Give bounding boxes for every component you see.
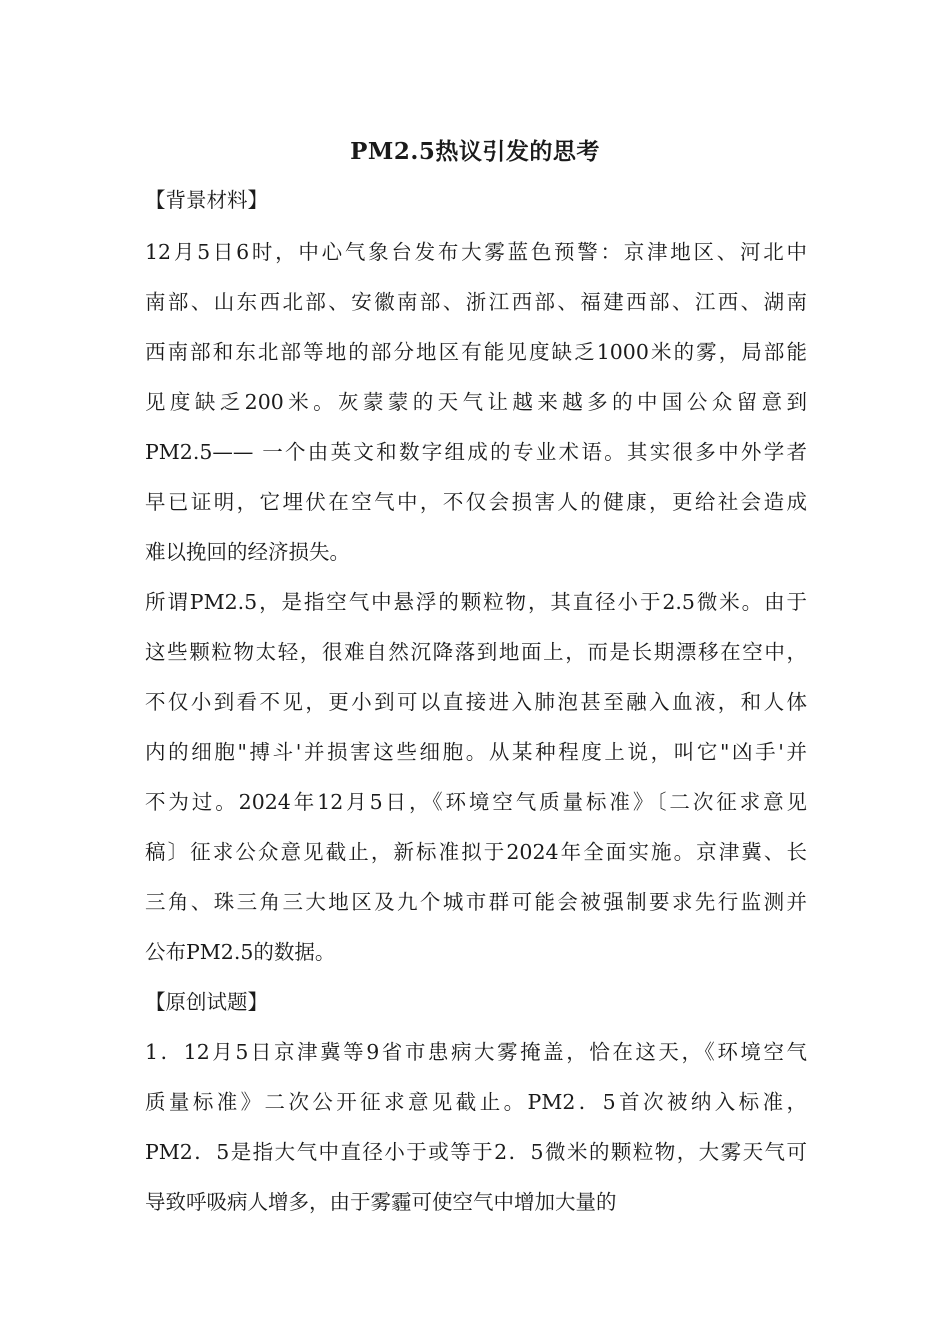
question-line: 导致呼吸病人增多，由于雾霾可使空气中增加大量的 [145,1190,617,1214]
section-heading-questions: 【原创试题】 [145,990,268,1014]
question-line: PM2．5是指大气中直径小于或等于2．5微米的颗粒物，大雾天气可 [145,1140,807,1164]
paragraph-line: 12月5日6时，中心气象台发布大雾蓝色预警：京津地区、河北中 [145,240,807,264]
paragraph-line: 所谓PM2.5，是指空气中悬浮的颗粒物，其直径小于2.5微米。由于 [145,590,807,614]
paragraph-line: 三角、珠三角三大地区及九个城市群可能会被强制要求先行监测并 [145,890,807,914]
paragraph-line: 不仅小到看不见，更小到可以直接进入肺泡甚至融入血液，和人体 [145,690,807,714]
paragraph-line: 难以挽回的经济损失。 [145,540,350,564]
paragraph-line: 内的细胞"搏斗'并损害这些细胞。从某种程度上说，叫它"凶手'并 [145,740,807,764]
section-heading-background: 【背景材料】 [145,188,268,212]
paragraph-line: 见度缺乏200米。灰蒙蒙的天气让越来越多的中国公众留意到 [145,390,807,414]
paragraph-line: 稿〕征求公众意见截止，新标准拟于2024年全面实施。京津冀、长 [145,840,807,864]
document-title: PM2.5热议引发的思考 [350,138,600,165]
paragraph-line: 这些颗粒物太轻，很难自然沉降落到地面上，而是长期漂移在空中， [145,640,807,664]
paragraph-line: 早已证明，它埋伏在空气中，不仅会损害人的健康，更给社会造成 [145,490,807,514]
question-line: 质量标准》二次公开征求意见截止。PM2．5首次被纳入标准， [145,1090,807,1114]
paragraph-line: PM2.5—— 一个由英文和数字组成的专业术语。其实很多中外学者 [145,440,807,464]
paragraph-line: 公布PM2.5的数据。 [145,940,336,964]
paragraph-line: 南部、山东西北部、安徽南部、浙江西部、福建西部、江西、湖南 [145,290,807,314]
question-line: 1．12月5日京津冀等9省市患病大雾掩盖，恰在这天，《环境空气 [145,1040,807,1064]
paragraph-line: 西南部和东北部等地的部分地区有能见度缺乏1000米的雾，局部能 [145,340,807,364]
paragraph-line: 不为过。2024年12月5日，《环境空气质量标准》〔二次征求意见 [145,790,807,814]
